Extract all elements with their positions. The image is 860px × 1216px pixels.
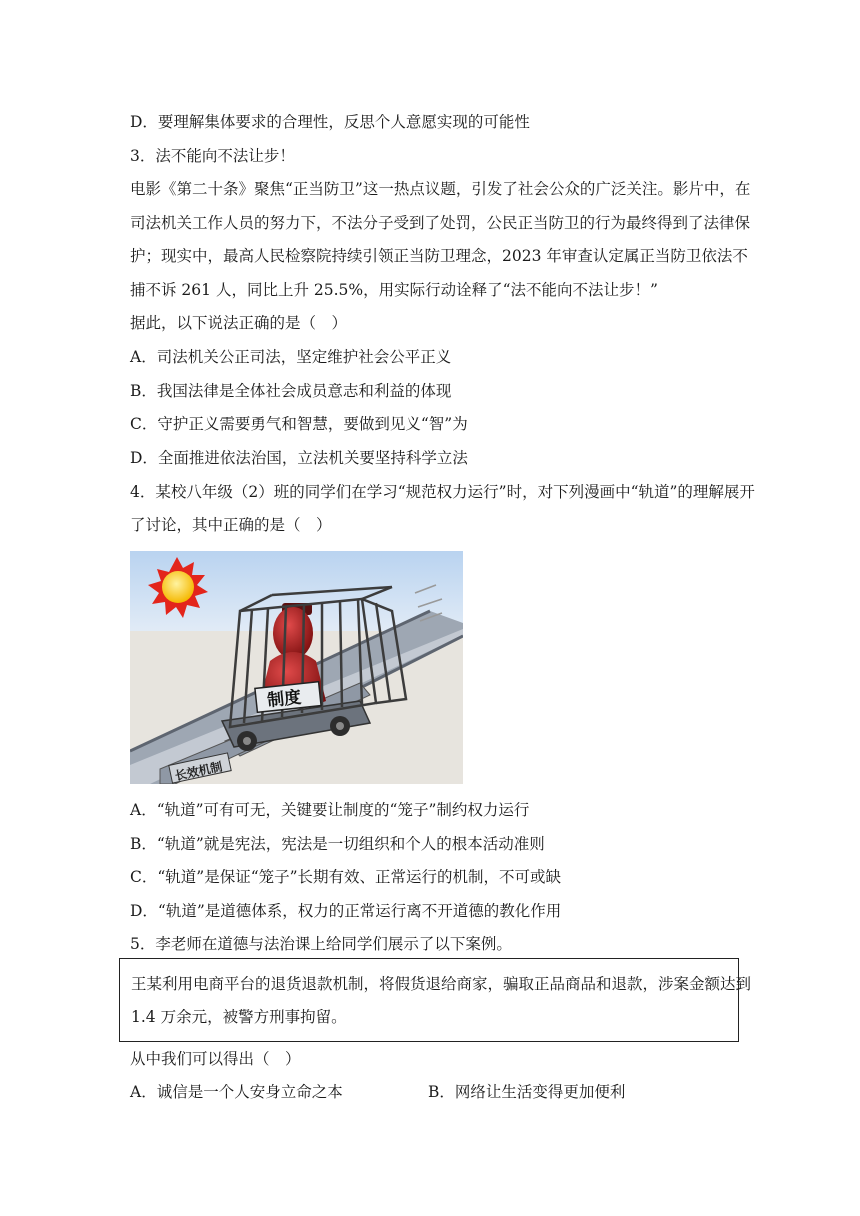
question-4-stem-line: 4．某校八年级（2）班的同学们在学习“规范权力运行”时，对下列漫画中“轨道”的理解展开 bbox=[130, 483, 755, 501]
question-5-prompt: 从中我们可以得出（ ） bbox=[130, 1050, 301, 1068]
question-3-option-d: D．全面推进依法治国，立法机关要坚持科学立法 bbox=[130, 449, 468, 467]
question-3-passage-line: 电影《第二十条》聚焦“正当防卫”这一热点议题，引发了社会公众的广泛关注。影片中，在 bbox=[130, 180, 751, 198]
question-3-passage-line: 司法机关工作人员的努力下，不法分子受到了处罚，公民正当防卫的行为最终得到了法律保 bbox=[130, 214, 751, 232]
question-4-option-d: D．“轨道”是道德体系，权力的正常运行离不开道德的教化作用 bbox=[130, 902, 562, 920]
case-box bbox=[119, 958, 752, 1042]
question-4-option-a: A．“轨道”可有可无，关键要让制度的“笼子”制约权力运行 bbox=[130, 801, 530, 819]
question-4-option-c: C．“轨道”是保证“笼子”长期有效、正常运行的机制，不可或缺 bbox=[130, 868, 562, 886]
case-text-line: 1.4 万余元，被警方刑事拘留。 bbox=[131, 1008, 347, 1026]
question-5-option-a: A．诚信是一个人安身立命之本 bbox=[130, 1083, 343, 1101]
cage-label: 制度 bbox=[266, 687, 303, 712]
question-3-passage-line: 捕不诉 261 人，同比上升 25.5%，用实际行动诠释了“法不能向不法让步！” bbox=[130, 281, 658, 299]
rail-label: 长效机制 bbox=[173, 759, 224, 784]
question-3-prompt: 据此，以下说法正确的是（ ） bbox=[130, 314, 348, 332]
question-4-stem-line: 了讨论，其中正确的是（ ） bbox=[130, 516, 332, 534]
question-2-option-d: D．要理解集体要求的合理性，反思个人意愿实现的可能性 bbox=[130, 113, 530, 131]
question-4-option-b: B．“轨道”就是宪法，宪法是一切组织和个人的根本活动准则 bbox=[130, 835, 545, 853]
question-5-option-b: B．网络让生活变得更加便利 bbox=[428, 1083, 626, 1101]
question-3-passage-line: 护；现实中，最高人民检察院持续引领正当防卫理念，2023 年审查认定属正当防卫依法不 bbox=[130, 247, 748, 265]
question-3-option-b: B．我国法律是全体社会成员意志和利益的体现 bbox=[130, 382, 452, 400]
question-3-option-a: A．司法机关公正司法，坚定维护社会公平正义 bbox=[130, 348, 452, 366]
case-text-line: 王某利用电商平台的退货退款机制，将假货退给商家，骗取正品商品和退款，涉案金额达到 bbox=[131, 975, 752, 993]
question-3-title: 3．法不能向不法让步！ bbox=[130, 147, 295, 165]
cartoon-cage-on-rails bbox=[130, 551, 463, 784]
question-3-option-c: C．守护正义需要勇气和智慧，要做到见义“智”为 bbox=[130, 415, 468, 433]
question-5-stem: 5．李老师在道德与法治课上给同学们展示了以下案例。 bbox=[130, 935, 512, 953]
